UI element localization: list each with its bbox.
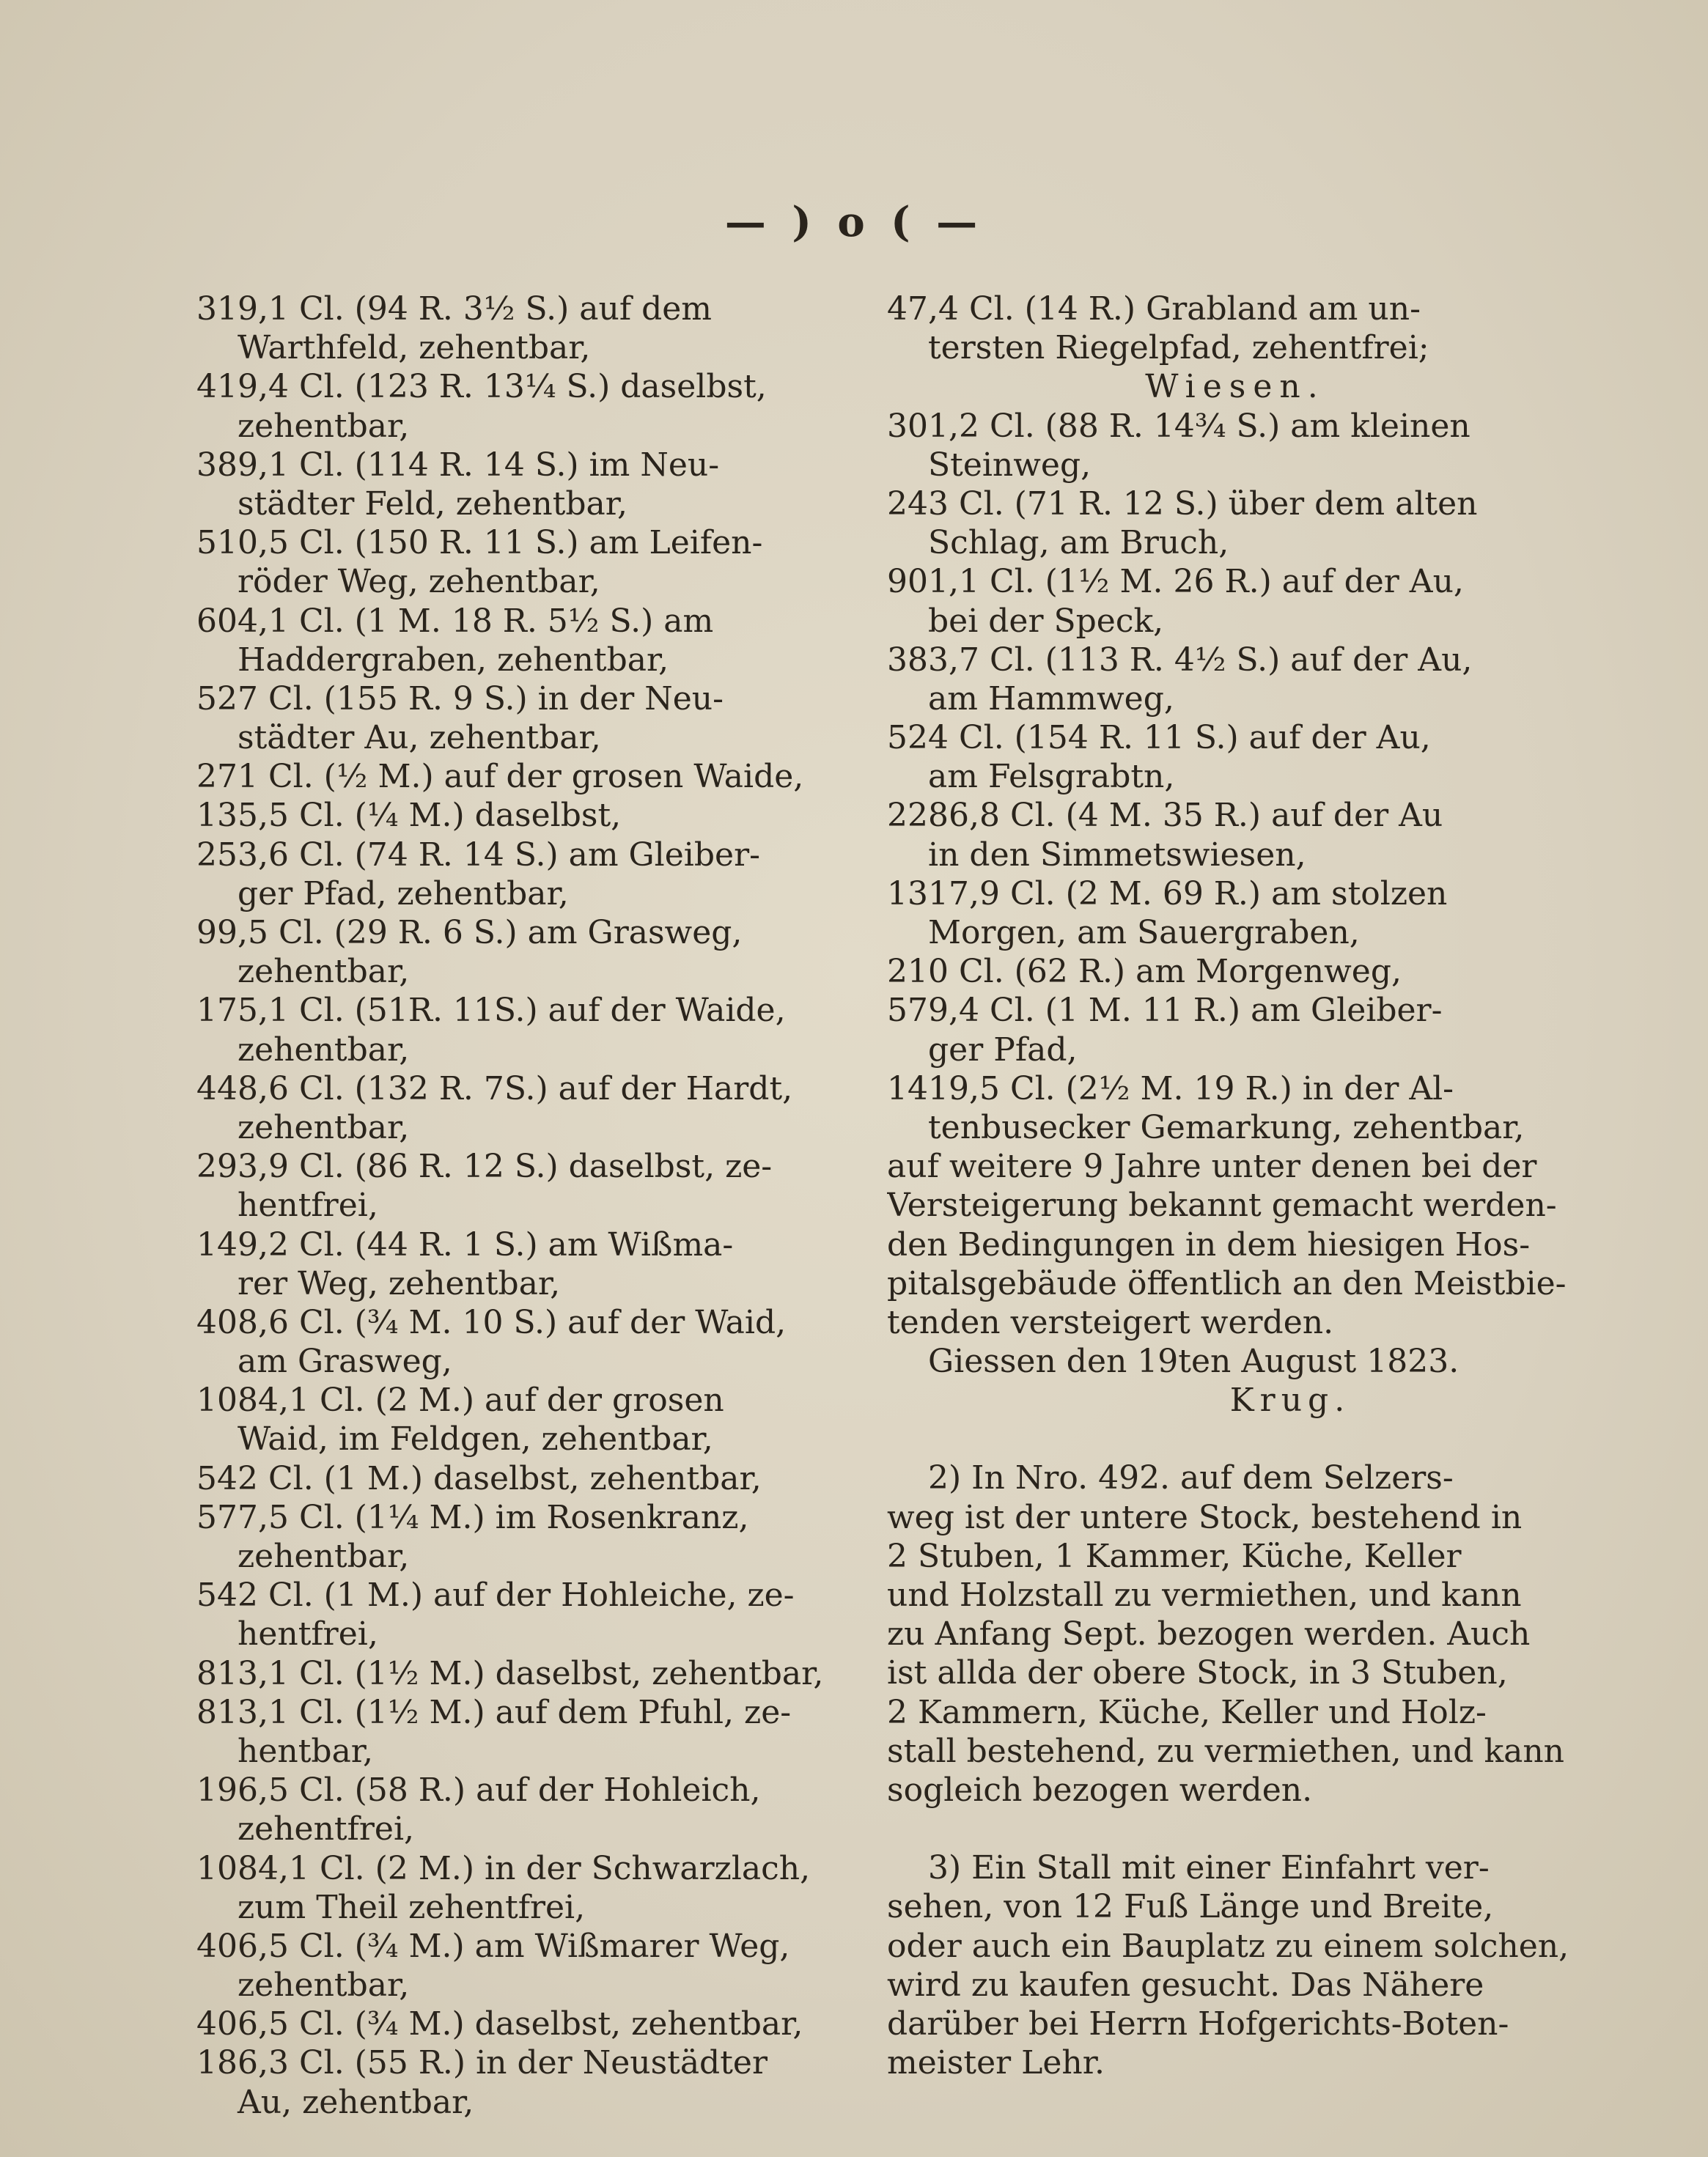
text-line: 99,5 Cl. (29 R. 6 S.) am Grasweg,: [196, 914, 743, 951]
text-line: stall bestehend, zu vermiethen, und kann: [887, 1732, 1565, 1770]
text-line: hentfrei,: [238, 1615, 378, 1653]
text-line: bei der Speck,: [928, 602, 1164, 640]
text-line: 243 Cl. (71 R. 12 S.) über dem alten: [887, 484, 1478, 523]
text-line: 196,5 Cl. (58 R.) auf der Hohleich,: [196, 1771, 761, 1810]
text-line: 1084,1 Cl. (2 M.) auf der grosen: [196, 1382, 724, 1420]
text-line: städter Feld, zehentbar,: [238, 484, 627, 523]
text-line: 419,4 Cl. (123 R. 13¼ S.) daselbst,: [196, 368, 767, 406]
text-line: 448,6 Cl. (132 R. 7S.) auf der Hardt,: [196, 1069, 793, 1107]
text-line: 3) Ein Stall mit einer Einfahrt ver-: [928, 1849, 1490, 1887]
text-line: oder auch ein Bauplatz zu einem solchen,: [887, 1927, 1569, 1965]
text-line: 389,1 Cl. (114 R. 14 S.) im Neu-: [196, 446, 720, 484]
text-line: meister Lehr.: [887, 2044, 1105, 2082]
text-line: Haddergraben, zehentbar,: [238, 641, 669, 679]
text-line: 579,4 Cl. (1 M. 11 R.) am Gleiber-: [887, 992, 1443, 1030]
text-line: Waid, im Feldgen, zehentbar,: [238, 1420, 713, 1459]
text-line: sehen, von 12 Fuß Länge und Breite,: [887, 1888, 1494, 1926]
text-line: und Holzstall zu vermiethen, und kann: [887, 1577, 1522, 1614]
text-line: zehentbar,: [238, 1538, 410, 1575]
text-line: ist allda der obere Stock, in 3 Stuben,: [887, 1654, 1508, 1692]
text-line: 527 Cl. (155 R. 9 S.) in der Neu-: [196, 679, 724, 718]
text-line: zum Theil zehentfrei,: [238, 1888, 586, 1926]
text-line: tenbusecker Gemarkung, zehentbar,: [928, 1108, 1525, 1146]
text-line: 406,5 Cl. (¾ M.) daselbst, zehentbar,: [196, 2005, 803, 2043]
text-line: 149,2 Cl. (44 R. 1 S.) am Wißma-: [196, 1225, 734, 1264]
text-line: 813,1 Cl. (1½ M.) daselbst, zehentbar,: [196, 1654, 824, 1692]
text-line: zehentbar,: [238, 953, 410, 991]
text-line: 577,5 Cl. (1¼ M.) im Rosenkranz,: [196, 1498, 749, 1536]
text-line: wird zu kaufen gesucht. Das Nähere: [887, 1966, 1484, 2004]
text-line: 319,1 Cl. (94 R. 3½ S.) auf dem: [196, 290, 713, 328]
signature-line: Krug.: [1229, 1382, 1351, 1420]
text-line: Giessen den 19ten August 1823.: [928, 1343, 1459, 1381]
text-line: städter Au, zehentbar,: [238, 719, 601, 757]
text-line: am Felsgrabtn,: [928, 758, 1175, 796]
text-line: zehentbar,: [238, 407, 410, 445]
text-line: 135,5 Cl. (¼ M.) daselbst,: [196, 797, 622, 835]
text-line: zehentfrei,: [238, 1810, 415, 1848]
text-line: pitalsgebäude öffentlich an den Meistbie-: [887, 1264, 1567, 1302]
text-line: 301,2 Cl. (88 R. 14¾ S.) am kleinen: [887, 407, 1470, 445]
text-line: hentbar,: [238, 1732, 373, 1770]
text-line: zu Anfang Sept. bezogen werden. Auch: [887, 1615, 1531, 1653]
text-line: 2 Stuben, 1 Kammer, Küche, Keller: [887, 1537, 1462, 1575]
right-column: [887, 290, 1583, 2082]
text-line: rer Weg, zehentbar,: [238, 1264, 561, 1302]
text-line: Morgen, am Sauergraben,: [928, 914, 1360, 951]
text-line: ger Pfad, zehentbar,: [238, 874, 569, 912]
text-line: zehentbar,: [238, 1108, 410, 1146]
text-line: 2286,8 Cl. (4 M. 35 R.) auf der Au: [887, 797, 1443, 835]
text-line: den Bedingungen in dem hiesigen Hos-: [887, 1225, 1531, 1264]
text-line: 383,7 Cl. (113 R. 4½ S.) auf der Au,: [887, 641, 1473, 679]
text-line: 2) In Nro. 492. auf dem Selzers-: [928, 1459, 1454, 1497]
text-line: weg ist der untere Stock, bestehend in: [887, 1498, 1523, 1536]
text-line: zehentbar,: [238, 1030, 410, 1069]
text-line: 510,5 Cl. (150 R. 11 S.) am Leifen-: [196, 524, 763, 562]
text-line: 813,1 Cl. (1½ M.) auf dem Pfuhl, ze-: [196, 1693, 792, 1731]
text-line: in den Simmetswiesen,: [928, 836, 1306, 874]
section-heading: Wiesen.: [1145, 368, 1325, 406]
text-line: 604,1 Cl. (1 M. 18 R. 5½ S.) am: [196, 602, 714, 640]
text-line: Schlag, am Bruch,: [928, 524, 1229, 562]
text-line: 1084,1 Cl. (2 M.) in der Schwarzlach,: [196, 1849, 811, 1887]
text-line: tenden versteigert werden.: [887, 1303, 1334, 1341]
text-line: Versteigerung bekannt gemacht werden-: [887, 1187, 1557, 1225]
text-line: auf weitere 9 Jahre unter denen bei der: [887, 1148, 1537, 1186]
text-line: 542 Cl. (1 M.) daselbst, zehentbar,: [196, 1459, 762, 1497]
text-line: 2 Kammern, Küche, Keller und Holz-: [887, 1693, 1487, 1731]
text-line: röder Weg, zehentbar,: [238, 563, 600, 601]
text-line: 408,6 Cl. (¾ M. 10 S.) auf der Waid,: [196, 1303, 787, 1341]
text-line: Warthfeld, zehentbar,: [238, 329, 591, 367]
text-line: am Hammweg,: [928, 679, 1174, 718]
text-line: darüber bei Herrn Hofgerichts-Boten-: [887, 2005, 1509, 2043]
paragraph-gap: [887, 1420, 1583, 1459]
page-header-ornament: — ) o ( —: [724, 198, 984, 246]
text-line: 1419,5 Cl. (2½ M. 19 R.) in der Al-: [887, 1069, 1454, 1107]
text-line: Steinweg,: [928, 446, 1092, 484]
text-line: tersten Riegelpfad, zehentfrei;: [928, 329, 1429, 367]
text-line: 186,3 Cl. (55 R.) in der Neustädter: [196, 2044, 768, 2082]
text-line: 542 Cl. (1 M.) auf der Hohleiche, ze-: [196, 1577, 795, 1615]
text-line: 175,1 Cl. (51R. 11S.) auf der Waide,: [196, 992, 786, 1030]
text-line: 293,9 Cl. (86 R. 12 S.) daselbst, ze-: [196, 1148, 773, 1186]
text-line: 406,5 Cl. (¾ M.) am Wißmarer Weg,: [196, 1927, 790, 1965]
paragraph-gap: [887, 1810, 1583, 1848]
text-line: Au, zehentbar,: [238, 2083, 474, 2121]
left-column: [196, 290, 856, 2122]
text-line: 1317,9 Cl. (2 M. 69 R.) am stolzen: [887, 874, 1448, 912]
text-line: 901,1 Cl. (1½ M. 26 R.) auf der Au,: [887, 563, 1464, 601]
text-line: sogleich bezogen werden.: [887, 1771, 1313, 1809]
text-line: hentfrei,: [238, 1187, 378, 1225]
text-line: 47,4 Cl. (14 R.) Grabland am un-: [887, 290, 1421, 328]
text-line: 524 Cl. (154 R. 11 S.) auf der Au,: [887, 719, 1431, 757]
text-line: am Grasweg,: [238, 1343, 452, 1381]
text-line: ger Pfad,: [928, 1030, 1078, 1069]
text-line: 210 Cl. (62 R.) am Morgenweg,: [887, 953, 1402, 991]
text-line: 271 Cl. (½ M.) auf der grosen Waide,: [196, 758, 804, 796]
text-line: zehentbar,: [238, 1966, 410, 2005]
text-line: 253,6 Cl. (74 R. 14 S.) am Gleiber-: [196, 836, 760, 874]
